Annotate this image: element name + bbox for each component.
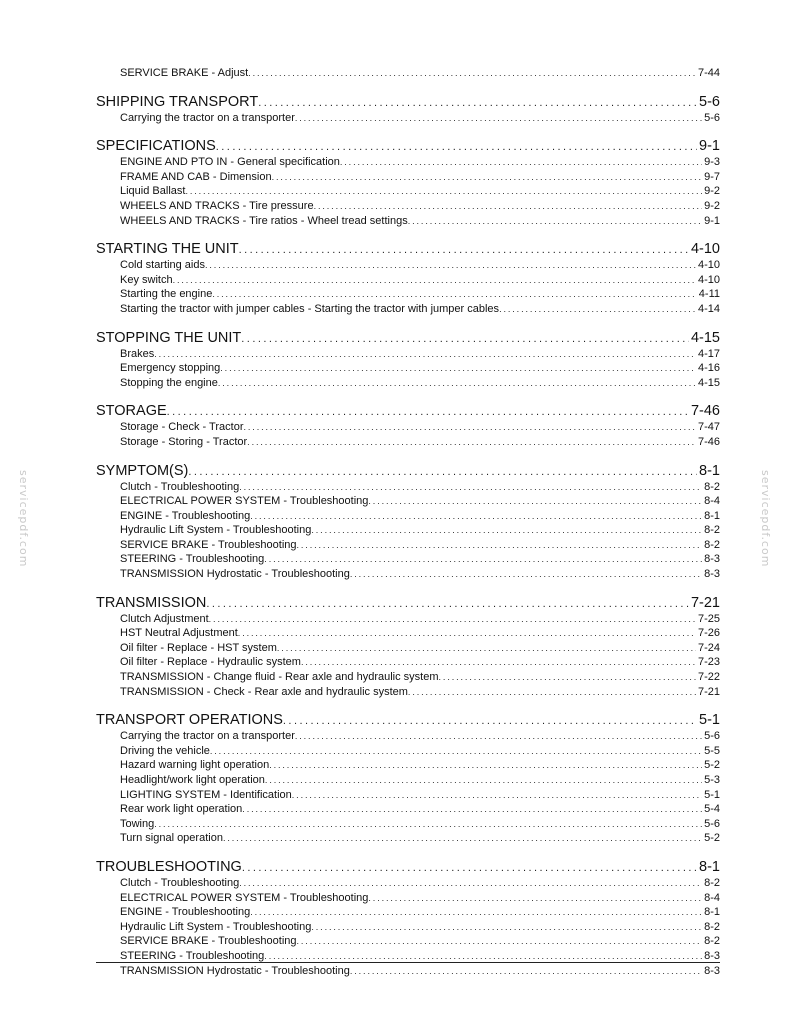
index-entry[interactable] bbox=[96, 287, 720, 302]
index-section bbox=[96, 94, 720, 126]
section-heading[interactable] bbox=[96, 138, 720, 155]
index-section bbox=[96, 712, 720, 846]
entry-page-number: 4-10 bbox=[697, 259, 720, 272]
dot-leader bbox=[292, 788, 702, 803]
index-entry[interactable] bbox=[96, 66, 720, 81]
dot-leader bbox=[212, 287, 696, 302]
dot-leader bbox=[210, 744, 702, 759]
dot-leader bbox=[295, 729, 702, 744]
dot-leader bbox=[247, 435, 696, 450]
entry-label: ENGINE - Troubleshooting bbox=[120, 906, 251, 919]
entry-page-number: 5-2 bbox=[704, 759, 720, 772]
dot-leader bbox=[439, 670, 696, 685]
index-section bbox=[96, 66, 720, 81]
section-title: STORAGE bbox=[96, 403, 167, 420]
entry-page-number: 8-2 bbox=[704, 538, 720, 551]
dot-leader bbox=[272, 170, 703, 185]
entry-label: WHEELS AND TRACKS - Tire pressure bbox=[120, 199, 314, 212]
dot-leader bbox=[258, 95, 697, 111]
index-entry[interactable] bbox=[96, 905, 720, 920]
entry-page-number: 7-24 bbox=[697, 641, 720, 654]
dot-leader bbox=[154, 347, 696, 362]
entry-label: STEERING - Troubleshooting bbox=[120, 949, 265, 962]
section-title: SYMPTOM(S) bbox=[96, 462, 189, 479]
entry-label: Storage - Storing - Tractor bbox=[120, 435, 248, 448]
index-entry[interactable] bbox=[96, 538, 720, 553]
index-entry[interactable] bbox=[96, 641, 720, 656]
index-entry[interactable] bbox=[96, 509, 720, 524]
footer-rule bbox=[96, 962, 720, 963]
index-entry[interactable] bbox=[96, 758, 720, 773]
section-heading[interactable] bbox=[96, 712, 720, 729]
entry-page-number: 5-5 bbox=[704, 744, 720, 757]
entry-label: Starting the engine bbox=[120, 288, 213, 301]
index-entry[interactable] bbox=[96, 111, 720, 126]
dot-leader bbox=[218, 376, 696, 391]
index-entry[interactable] bbox=[96, 302, 720, 317]
index-entry[interactable] bbox=[96, 685, 720, 700]
dot-leader bbox=[277, 641, 696, 656]
watermark-right: servicepdf.com bbox=[759, 470, 772, 568]
index-entry[interactable] bbox=[96, 626, 720, 641]
entry-page-number: 8-3 bbox=[704, 553, 720, 566]
index-entry[interactable] bbox=[96, 934, 720, 949]
index-entry[interactable] bbox=[96, 184, 720, 199]
dot-leader bbox=[209, 612, 696, 627]
section-page-number: 5-6 bbox=[699, 93, 720, 110]
index-entry[interactable] bbox=[96, 347, 720, 362]
section-heading[interactable] bbox=[96, 241, 720, 258]
entry-page-number: 8-4 bbox=[704, 891, 720, 904]
dot-leader bbox=[167, 404, 689, 420]
index-entry[interactable] bbox=[96, 802, 720, 817]
entry-page-number: 4-14 bbox=[697, 302, 720, 315]
dot-leader bbox=[269, 758, 702, 773]
dot-leader bbox=[265, 773, 702, 788]
entry-page-number: 9-3 bbox=[704, 156, 720, 169]
dot-leader bbox=[301, 655, 696, 670]
section-title: TROUBLESHOOTING bbox=[96, 858, 242, 875]
index-entry[interactable] bbox=[96, 420, 720, 435]
index-entry[interactable] bbox=[96, 876, 720, 891]
entry-page-number: 5-6 bbox=[704, 111, 720, 124]
entry-label: TRANSMISSION Hydrostatic - Troubleshooting bbox=[120, 964, 350, 977]
index-entry[interactable] bbox=[96, 773, 720, 788]
entry-page-number: 7-26 bbox=[697, 627, 720, 640]
entry-page-number: 7-23 bbox=[697, 656, 720, 669]
dot-leader bbox=[314, 199, 703, 214]
section-heading[interactable] bbox=[96, 94, 720, 111]
entry-label: HST Neutral Adjustment bbox=[120, 627, 238, 640]
index-section bbox=[96, 403, 720, 449]
dot-leader bbox=[250, 905, 702, 920]
entry-label: Oil filter - Replace - Hydraulic system bbox=[120, 656, 301, 669]
section-heading[interactable] bbox=[96, 463, 720, 480]
entry-label: Turn signal operation bbox=[120, 832, 223, 845]
index-entry[interactable] bbox=[96, 670, 720, 685]
entry-label: ENGINE AND PTO IN - General specification bbox=[120, 156, 340, 169]
dot-leader bbox=[239, 876, 702, 891]
index-entry[interactable] bbox=[96, 155, 720, 170]
entry-label: Carrying the tractor on a transporter bbox=[120, 111, 295, 124]
entry-page-number: 4-10 bbox=[697, 273, 720, 286]
index-entry[interactable] bbox=[96, 788, 720, 803]
entry-page-number: 9-2 bbox=[704, 185, 720, 198]
entry-page-number: 5-3 bbox=[704, 774, 720, 786]
dot-leader bbox=[173, 273, 696, 288]
section-heading[interactable] bbox=[96, 330, 720, 347]
dot-leader bbox=[283, 713, 697, 729]
index-entry[interactable] bbox=[96, 729, 720, 744]
index-section bbox=[96, 138, 720, 228]
index-entry[interactable] bbox=[96, 920, 720, 935]
section-heading[interactable] bbox=[96, 403, 720, 420]
dot-leader bbox=[206, 596, 689, 612]
index-entry[interactable] bbox=[96, 361, 720, 376]
dot-leader bbox=[185, 184, 702, 199]
entry-label: Driving the vehicle bbox=[120, 744, 210, 757]
entry-label: SERVICE BRAKE - Troubleshooting bbox=[120, 935, 297, 948]
dot-leader bbox=[239, 480, 702, 495]
section-title: STOPPING THE UNIT bbox=[96, 329, 242, 346]
index-section bbox=[96, 859, 720, 978]
entry-page-number: 8-2 bbox=[704, 935, 720, 948]
entry-label: STEERING - Troubleshooting bbox=[120, 553, 265, 566]
index-entry[interactable] bbox=[96, 612, 720, 627]
entry-page-number: 8-1 bbox=[704, 906, 720, 919]
entry-label: Hydraulic Lift System - Troubleshooting bbox=[120, 920, 312, 933]
index-entry[interactable] bbox=[96, 831, 720, 846]
entry-label: WHEELS AND TRACKS - Tire ratios - Wheel tread settings bbox=[120, 214, 408, 227]
dot-leader bbox=[242, 802, 702, 817]
entry-page-number: 7-46 bbox=[697, 435, 720, 448]
index-entry[interactable] bbox=[96, 523, 720, 538]
index-entry[interactable] bbox=[96, 964, 720, 979]
entry-page-number: 9-1 bbox=[704, 214, 720, 227]
dot-leader bbox=[216, 139, 697, 155]
entry-page-number: 9-2 bbox=[704, 199, 720, 212]
dot-leader bbox=[350, 567, 702, 582]
dot-leader bbox=[408, 685, 696, 700]
entry-page-number: 4-17 bbox=[697, 347, 720, 360]
entry-page-number: 5-4 bbox=[704, 803, 720, 816]
index-entry[interactable] bbox=[96, 891, 720, 906]
section-heading[interactable] bbox=[96, 859, 720, 876]
dot-leader bbox=[368, 891, 702, 906]
entry-page-number: 8-3 bbox=[704, 568, 720, 581]
index-entry[interactable] bbox=[96, 199, 720, 214]
entry-label: Clutch - Troubleshooting bbox=[120, 876, 240, 889]
entry-page-number: 8-2 bbox=[704, 920, 720, 933]
section-page-number: 7-46 bbox=[690, 403, 720, 420]
section-title: TRANSMISSION bbox=[96, 594, 207, 611]
entry-page-number: 5-1 bbox=[704, 788, 720, 801]
dot-leader bbox=[220, 361, 696, 376]
dot-leader bbox=[350, 964, 702, 979]
dot-leader bbox=[295, 111, 702, 126]
entry-label: ELECTRICAL POWER SYSTEM - Troubleshooting bbox=[120, 495, 369, 508]
entry-page-number: 8-2 bbox=[704, 524, 720, 537]
index-entry[interactable] bbox=[96, 567, 720, 582]
entry-label: TRANSMISSION Hydrostatic - Troubleshooting bbox=[120, 568, 350, 581]
index-section bbox=[96, 241, 720, 316]
entry-page-number: 9-7 bbox=[704, 170, 720, 183]
index-entry[interactable] bbox=[96, 817, 720, 832]
entry-label: Key switch bbox=[120, 273, 173, 286]
index-section bbox=[96, 330, 720, 391]
dot-leader bbox=[239, 242, 689, 258]
entry-label: Starting the tractor with jumper cables - Starting the tractor with jumper cables bbox=[120, 302, 500, 315]
entry-label: Storage - Check - Tractor bbox=[120, 421, 244, 434]
entry-page-number: 4-11 bbox=[698, 288, 720, 301]
index-entry[interactable] bbox=[96, 480, 720, 495]
entry-page-number: 5-6 bbox=[704, 817, 720, 830]
entry-page-number: 5-6 bbox=[704, 730, 720, 743]
entry-page-number: 8-1 bbox=[704, 509, 720, 522]
entry-page-number: 8-2 bbox=[704, 480, 720, 493]
entry-label: Rear work light operation bbox=[120, 803, 243, 816]
dot-leader bbox=[244, 420, 696, 435]
entry-label: Liquid Ballast bbox=[120, 185, 186, 198]
index-entry[interactable] bbox=[96, 655, 720, 670]
entry-page-number: 5-2 bbox=[704, 832, 720, 845]
section-page-number: 5-1 bbox=[699, 712, 720, 729]
section-title: TRANSPORT OPERATIONS bbox=[96, 712, 283, 729]
entry-page-number: 4-16 bbox=[697, 362, 720, 375]
entry-label: Hydraulic Lift System - Troubleshooting bbox=[120, 524, 312, 537]
dot-leader bbox=[264, 552, 702, 567]
section-page-number: 8-1 bbox=[699, 858, 720, 875]
entry-label: Emergency stopping bbox=[120, 362, 221, 375]
dot-leader bbox=[297, 934, 703, 949]
entry-label: ENGINE - Troubleshooting bbox=[120, 509, 251, 522]
dot-leader bbox=[250, 509, 702, 524]
entry-page-number: 8-3 bbox=[704, 949, 720, 962]
entry-page-number: 8-3 bbox=[704, 964, 720, 977]
index-entry[interactable] bbox=[96, 744, 720, 759]
dot-leader bbox=[297, 538, 703, 553]
section-page-number: 4-15 bbox=[690, 329, 720, 346]
section-page-number: 4-10 bbox=[690, 241, 720, 258]
dot-leader bbox=[340, 155, 702, 170]
index-entry[interactable] bbox=[96, 214, 720, 229]
index-list bbox=[96, 66, 720, 978]
dot-leader bbox=[311, 523, 702, 538]
entry-label: Brakes bbox=[120, 347, 155, 360]
index-entry[interactable] bbox=[96, 435, 720, 450]
dot-leader bbox=[408, 214, 702, 229]
section-title: STARTING THE UNIT bbox=[96, 241, 239, 258]
entry-page-number: 7-22 bbox=[697, 671, 720, 684]
dot-leader bbox=[242, 860, 697, 876]
entry-page-number: 7-25 bbox=[697, 612, 720, 625]
index-entry[interactable] bbox=[96, 552, 720, 567]
section-heading[interactable] bbox=[96, 595, 720, 612]
entry-label: Clutch Adjustment bbox=[120, 612, 209, 625]
section-page-number: 8-1 bbox=[699, 462, 720, 479]
index-section bbox=[96, 595, 720, 700]
entry-label: Cold starting aids bbox=[120, 259, 205, 272]
index-section bbox=[96, 463, 720, 582]
index-entry[interactable] bbox=[96, 258, 720, 273]
entry-label: FRAME AND CAB - Dimension bbox=[120, 170, 272, 183]
index-entry[interactable] bbox=[96, 376, 720, 391]
dot-leader bbox=[154, 817, 702, 832]
entry-page-number: 8-4 bbox=[704, 495, 720, 508]
watermark-left: servicepdf.com bbox=[17, 470, 30, 568]
entry-label: SERVICE BRAKE - Adjust bbox=[120, 67, 249, 79]
dot-leader bbox=[238, 626, 696, 641]
index-entry[interactable] bbox=[96, 273, 720, 288]
index-entry[interactable] bbox=[96, 170, 720, 185]
entry-label: Hazard warning light operation bbox=[120, 759, 270, 772]
section-title: SHIPPING TRANSPORT bbox=[96, 93, 259, 110]
dot-leader bbox=[205, 258, 696, 273]
entry-label: TRANSMISSION - Change fluid - Rear axle and hydraulic system bbox=[120, 671, 439, 684]
section-title: SPECIFICATIONS bbox=[96, 138, 216, 155]
dot-leader bbox=[368, 494, 702, 509]
entry-label: Headlight/work light operation bbox=[120, 774, 265, 786]
entry-label: Oil filter - Replace - HST system bbox=[120, 641, 277, 654]
entry-label: Stopping the engine bbox=[120, 376, 218, 389]
entry-page-number: 4-15 bbox=[697, 376, 720, 389]
entry-page-number: 8-2 bbox=[704, 876, 720, 889]
section-page-number: 9-1 bbox=[699, 138, 720, 155]
entry-page-number: 7-21 bbox=[697, 685, 720, 698]
entry-label: Carrying the tractor on a transporter bbox=[120, 730, 295, 743]
dot-leader bbox=[311, 920, 702, 935]
entry-label: Towing bbox=[120, 817, 155, 830]
dot-leader bbox=[223, 831, 702, 846]
entry-label: SERVICE BRAKE - Troubleshooting bbox=[120, 538, 297, 551]
dot-leader bbox=[241, 331, 689, 347]
dot-leader bbox=[248, 66, 696, 81]
entry-label: ELECTRICAL POWER SYSTEM - Troubleshooting bbox=[120, 891, 369, 904]
entry-label: Clutch - Troubleshooting bbox=[120, 480, 240, 493]
entry-label: LIGHTING SYSTEM - Identification bbox=[120, 788, 292, 801]
entry-label: TRANSMISSION - Check - Rear axle and hydraulic system bbox=[120, 685, 408, 698]
entry-page-number: 7-47 bbox=[697, 421, 720, 434]
dot-leader bbox=[188, 464, 697, 480]
index-entry[interactable] bbox=[96, 494, 720, 509]
section-page-number: 7-21 bbox=[690, 594, 720, 611]
entry-page-number: 7-44 bbox=[697, 67, 720, 79]
dot-leader bbox=[499, 302, 696, 317]
